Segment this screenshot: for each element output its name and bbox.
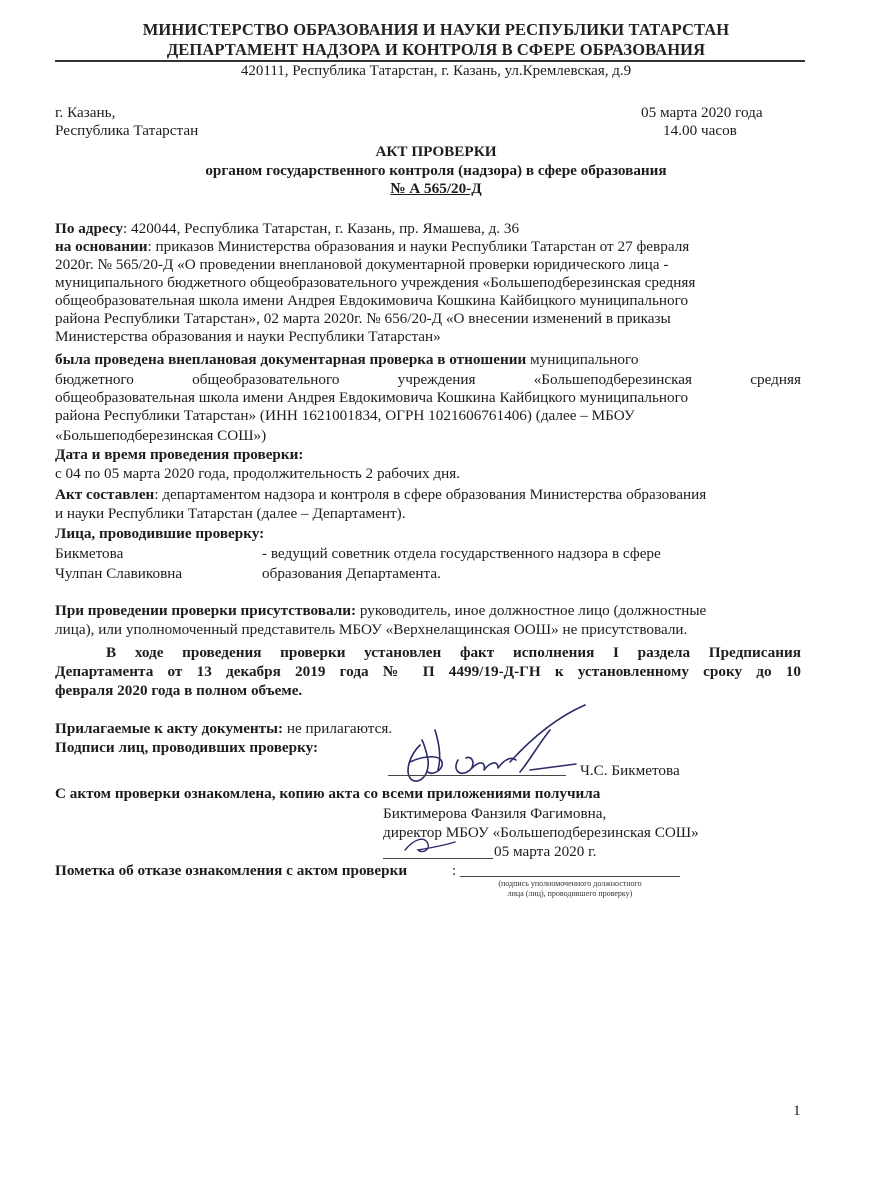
- director-signature: [400, 830, 460, 860]
- inspector-surname: Бикметова: [55, 545, 124, 562]
- director-position: директор МБОУ «Большеподберезинская СОШ»: [383, 824, 699, 841]
- basis-line: района Республики Татарстан», 02 марта 2020г. № 656/20-Д «О внесении изменений в приказы: [55, 310, 671, 327]
- act-title: АКТ ПРОВЕРКИ: [375, 143, 497, 160]
- compiled-line: : департаментом надзора и контроля в сфере образования Министерства образования: [154, 486, 707, 503]
- place-city: г. Казань,: [55, 104, 116, 121]
- inspection-first-line: [55, 351, 638, 369]
- finding-line: В ходе проведения проверки установлен факт исполнения I раздела Предписания: [106, 644, 801, 661]
- inspector-given-name: Чулпан Славиковна: [55, 565, 183, 582]
- inspector-role-cont: образования Департамента.: [262, 565, 441, 582]
- inspector-signature: [380, 700, 610, 790]
- attachments-label: Прилагаемые к акту документы:: [55, 720, 284, 737]
- compiled-first-line: [55, 486, 706, 504]
- department-heading: ДЕПАРТАМЕНТ НАДЗОРА И КОНТРОЛЯ В СФЕРЕ ОБРАЗОВАНИЯ: [166, 40, 706, 59]
- inspection-address: [55, 220, 519, 238]
- refusal-caption-cont: лица (лиц), проводившего проверку): [507, 889, 633, 898]
- finding-line: Департамента от 13 декабря 2019 года № П 4499/19-Д-ГН к установленному сроку до 10: [55, 663, 801, 680]
- acquainted-label: С актом проверки ознакомлена, копию акта со всеми приложениями получила: [55, 785, 601, 802]
- basis-label: на основании: [55, 238, 148, 255]
- director-name: Биктимерова Фанзиля Фагимовна,: [383, 805, 607, 822]
- director-signature-line: [383, 858, 493, 859]
- dates-label: Дата и время проведения проверки:: [55, 446, 304, 463]
- basis-line: 2020г. № 565/20-Д «О проведении внеплановой документарной проверки юридического лица -: [55, 256, 669, 273]
- header-divider: [55, 60, 805, 62]
- compiled-line: и науки Республики Татарстан (далее – Департамент).: [55, 505, 406, 522]
- inspection-address-label: По адресу: [55, 220, 123, 237]
- inspection-line: «Большеподберезинская СОШ»): [55, 427, 267, 444]
- inspection-address-value: : 420044, Республика Татарстан, г. Казань, пр. Ямашева, д. 36: [123, 220, 520, 237]
- basis-first-line: [55, 238, 689, 256]
- refusal-signature-line: [460, 876, 680, 877]
- present-line: лица), или уполномоченный представитель МБОУ «Верхнелащинская ООШ» не присутствовали.: [55, 621, 688, 638]
- inspection-line: общеобразовательная школа имени Андрея Евдокимовича Кошкина Кайбицкого муниципального: [55, 389, 689, 406]
- ministry-heading: МИНИСТЕРСТВО ОБРАЗОВАНИЯ И НАУКИ РЕСПУБЛИКИ ТАТАРСТАН: [142, 20, 730, 39]
- attachments-value: не прилагаются.: [283, 720, 393, 737]
- finding-line: февраля 2020 года в полном объеме.: [55, 682, 303, 699]
- inspector-role: - ведущий советник отдела государственного надзора в сфере: [262, 545, 661, 562]
- inspection-first-word: муниципального: [530, 351, 639, 368]
- acknowledgement-date: 05 марта 2020 г.: [494, 843, 597, 860]
- inspector-signature-name: Ч.С. Бикметова: [580, 762, 680, 779]
- refusal-colon: :: [452, 862, 457, 879]
- act-time: 14.00 часов: [663, 122, 737, 139]
- page-number: 1: [793, 1102, 801, 1119]
- refusal-label: Пометка об отказе ознакомления с актом проверки: [55, 862, 408, 879]
- basis-line: Министерства образования и науки Республики Татарстан»: [55, 328, 441, 345]
- present-line: руководитель, иное должностное лицо (должностные: [356, 602, 707, 619]
- attachments-line: [55, 720, 392, 738]
- dates-value: с 04 по 05 марта 2020 года, продолжительность 2 рабочих дня.: [55, 465, 460, 482]
- department-address: 420111, Республика Татарстан, г. Казань, ул.Кремлевская, д.9: [240, 63, 632, 79]
- inspector-signature-line: [388, 775, 566, 776]
- basis-line: общеобразовательная школа имени Андрея Евдокимовича Кошкина Кайбицкого муниципального: [55, 292, 689, 309]
- inspection-line: бюджетного общеобразовательного учреждения «Большеподберезинская средняя: [55, 371, 801, 388]
- inspection-line: района Республики Татарстан» (ИНН 1621001834, ОГРН 1021606761406) (далее – МБОУ: [55, 407, 635, 424]
- place-region: Республика Татарстан: [55, 122, 199, 139]
- refusal-caption: (подпись уполномоченного должностного: [498, 879, 642, 888]
- signatures-label: Подписи лиц, проводивших проверку:: [55, 739, 319, 756]
- basis-line: муниципального бюджетного общеобразовательного учреждения «Большеподберезинская средняя: [55, 274, 696, 291]
- inspectors-label: Лица, проводившие проверку:: [55, 525, 265, 542]
- act-number: № А 565/20-Д: [390, 180, 482, 197]
- act-subtitle: органом государственного контроля (надзора) в сфере образования: [205, 162, 667, 179]
- present-label: При проведении проверки присутствовали:: [55, 602, 357, 619]
- compiled-label: Акт составлен: [55, 486, 155, 503]
- present-first-line: [55, 602, 706, 620]
- act-date: 05 марта 2020 года: [641, 104, 763, 121]
- inspection-label: была проведена внеплановая документарная проверка в отношении: [55, 351, 527, 368]
- basis-line: : приказов Министерства образования и науки Республики Татарстан от 27 февраля: [147, 238, 690, 255]
